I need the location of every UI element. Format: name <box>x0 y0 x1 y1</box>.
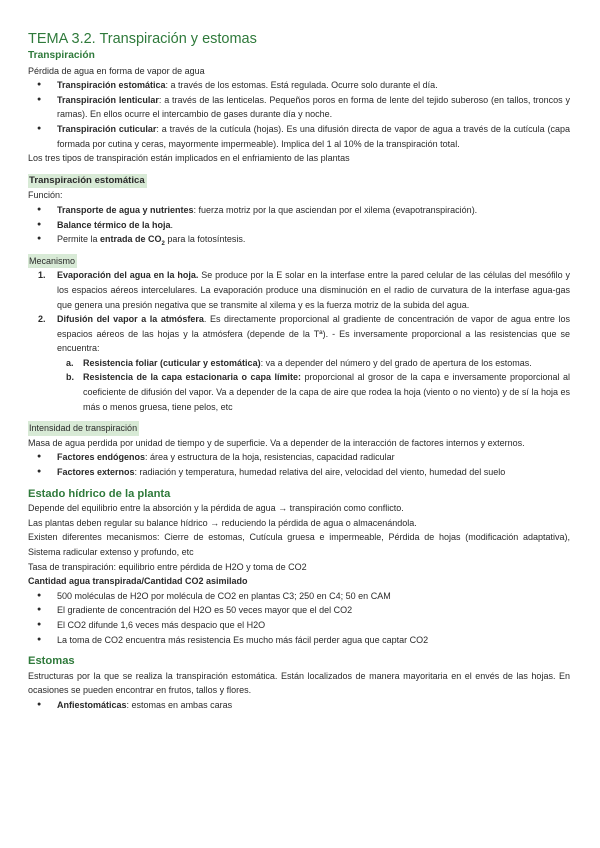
list-item: ● Transporte de agua y nutrientes: fuerza motriz por la que asciendan por el xilema (evapotranspiración). <box>28 203 570 218</box>
list-item: a. Resistencia foliar (cuticular y estomática): va a depender del número y del grado de apertura de los estomas. <box>66 357 532 368</box>
hidrico-line: Tasa de transpiración: equilibrio entre pérdida de H2O y toma de CO2 <box>28 561 307 572</box>
estomas-heading: Estomas <box>28 655 75 668</box>
list-item: ● Factores endógenos: área y estructura de la hoja, resistencias, capacidad radicular <box>28 450 570 465</box>
list-item: ● Transpiración estomática: a través de los estomas. Está regulada. Ocurre solo durante el día. <box>28 78 570 93</box>
list-item: b. Resistencia de la capa estacionaria o capa límite: proporcional al grosor de la capa e inversamente proporcional al coeficiente de difusión del vapor. Va a depender de la capa de aire que rodea la hoja (viento o no viento) y de sí la hoja es más o menos gruesa, tiene pelos, etc <box>66 372 570 412</box>
list-item: 2. Difusión del vapor a la atmósfera. Es directamente proporcional al gradiente de concentración de vapor de agua entre los espacios aéreos de las hojas y la atmósfera (depende de la Tª). - Es inversamente proporcional a las resistencias que se encuentra: <box>38 314 570 354</box>
ratio-list <box>28 589 570 647</box>
estomas-list <box>28 698 570 713</box>
funcion-label: Función: <box>28 190 63 201</box>
page-title: TEMA 3.2. Transpiración y estomas <box>28 31 257 47</box>
list-item: ● Anfiestomáticas: estomas en ambas caras <box>28 698 570 713</box>
list-item: ● Transpiración cuticular: a través de la cutícula (hojas). Es una difusión directa de vapor de agua a través de la cutícula (capa formada por cutina y ceras, mayormente impermeable). Implica del 1 al 10% de la transpiración total. <box>28 122 570 151</box>
factores-list <box>28 450 570 479</box>
estomatica-heading: Transpiración estomática <box>28 174 147 189</box>
resistencias-list <box>28 356 570 414</box>
hidrico-heading: Estado hídrico de la planta <box>28 487 171 500</box>
list-item: ● El CO2 difunde 1,6 veces más despacio que el H2O <box>28 618 570 633</box>
list-item: ● Permite la entrada de $CO_2$ para la fotosíntesis. <box>28 232 570 247</box>
hidrico-line: Existen diferentes mecanismos: Cierre de estomas, Cutícula gruesa e impermeable, Pérdida de hojas (modificación adaptativa), Sistema radicular extenso y profundo, etc <box>28 532 570 557</box>
transpiracion-closing: Los tres tipos de transpiración están implicados en el enfriamiento de las plantas <box>28 153 350 164</box>
hidrico-line: Depende del equilibrio entre la absorción y la pérdida de agua → transpiración como conflicto. <box>28 503 404 514</box>
funcion-list <box>28 203 570 247</box>
list-item: ● Factores externos: radiación y temperatura, humedad relativa del aire, velocidad del viento, humedad del suelo <box>28 465 570 480</box>
list-item: ● El gradiente de concentración del H2O es 50 veces mayor que el del CO2 <box>28 603 570 618</box>
intensidad-label: Intensidad de transpiración <box>28 421 139 436</box>
intensidad-text: Masa de agua perdida por unidad de tiempo y de superficie. Va a depender de la interacción de factores internos y externos. <box>28 437 525 448</box>
mecanismo-list <box>28 268 570 356</box>
estomas-text: Estructuras por la que se realiza la transpiración estomática. Están localizados de manera mayoritaria en el envés de las hojas. En ocasiones se pueden encontrar en frutos, tallos y flores. <box>28 670 570 696</box>
list-item: ● Transpiración lenticular: a través de las lenticelas. Pequeños poros en forma de lente del tejido suberoso (en tallos, troncos y ramas). En ellos ocurre el intercambio de gases durante día y noche. <box>28 93 570 122</box>
hidrico-line: Las plantas deben regular su balance hídrico → reduciendo la pérdida de agua o almacenándola. <box>28 517 417 528</box>
list-item: ● Balance térmico de la hoja. <box>28 218 570 233</box>
mecanismo-label: Mecanismo <box>28 254 77 269</box>
transpiracion-list <box>28 78 570 151</box>
ratio-heading: Cantidad agua transpirada/Cantidad CO2 asimilado <box>28 576 248 587</box>
transpiracion-intro: Pérdida de agua en forma de vapor de agua <box>28 65 205 76</box>
transpiracion-heading: Transpiración <box>28 50 95 61</box>
list-item: 1. Evaporación del agua en la hoja. Se produce por la E solar en la interfase entre la pared celular de las células del mesófilo y los espacios aéreos intercelulares. La evaporación produce una disminución en el radio de curvatura de la interfase agua-gas que genera una presión negativa que se transmite al xilema y es la fuerza motriz de la subida del agua. <box>38 270 571 310</box>
list-item: ● La toma de CO2 encuentra más resistencia Es mucho más fácil perder agua que captar CO2 <box>28 633 570 648</box>
list-item: ● 500 moléculas de H2O por molécula de CO2 en plantas C3; 250 en C4; 50 en CAM <box>28 589 570 604</box>
